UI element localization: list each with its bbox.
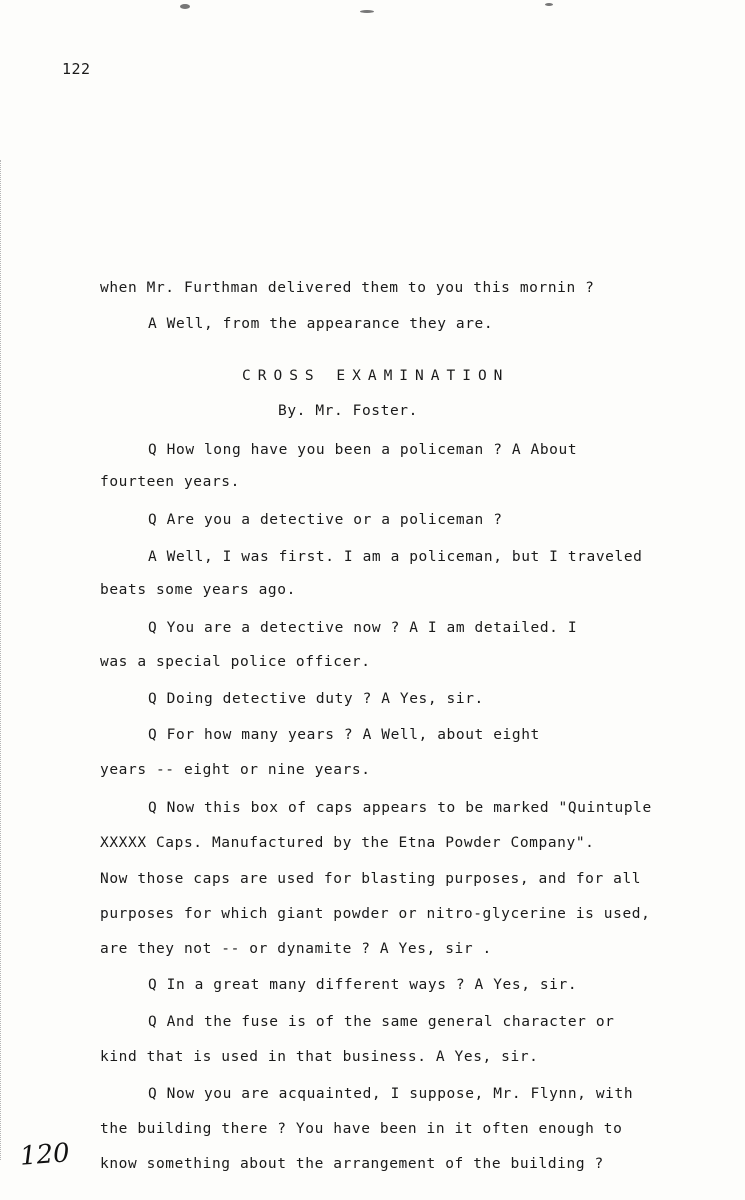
transcript-line: was a special police officer. [100,654,371,670]
handwritten-margin-number: 120 [19,1138,71,1172]
transcript-line: Now those caps are used for blasting purposes, and for all [100,871,642,887]
transcript-line: purposes for which giant powder or nitro-glycerine is used, [100,906,651,922]
transcript-line: Q For how many years ? A Well, about eight [148,727,540,743]
transcript-line: are they not -- or dynamite ? A Yes, sir . [100,941,492,957]
transcript-line: the building there ? You have been in it often enough to [100,1121,623,1137]
transcript-line: Q You are a detective now ? A I am detailed. I [148,620,578,636]
transcript-line: know something about the arrangement of the building ? [100,1156,604,1172]
transcript-line: Q And the fuse is of the same general character or [148,1014,615,1030]
transcript-line: A Well, I was first. I am a policeman, but I traveled [148,549,643,565]
transcript-line: kind that is used in that business. A Yes, sir. [100,1049,539,1065]
transcript-line: Q Now this box of caps appears to be marked "Quintuple [148,800,652,816]
scan-speck [180,4,190,9]
transcript-line: beats some years ago. [100,582,296,598]
transcript-line: Q In a great many different ways ? A Yes, sir. [148,977,578,993]
transcript-line: Q Are you a detective or a policeman ? [148,512,503,528]
scan-speck [360,10,374,13]
page-number: 122 [62,60,91,78]
scan-edge-marks [0,160,3,1160]
transcript-line: years -- eight or nine years. [100,762,371,778]
transcript-line: Q Doing detective duty ? A Yes, sir. [148,691,484,707]
transcript-line: Q Now you are acquainted, I suppose, Mr. Flynn, with [148,1086,634,1102]
transcript-line: when Mr. Furthman delivered them to you this mornin ? [100,280,595,296]
transcript-line: XXXXX Caps. Manufactured by the Etna Powder Company". [100,835,595,851]
transcript-line: A Well, from the appearance they are. [148,316,494,332]
section-heading: CROSS EXAMINATION [242,368,510,384]
transcript-line: Q How long have you been a policeman ? A About [148,442,578,458]
scan-speck [545,3,553,6]
transcript-line: fourteen years. [100,474,240,490]
examiner-line: By. Mr. Foster. [278,403,418,419]
